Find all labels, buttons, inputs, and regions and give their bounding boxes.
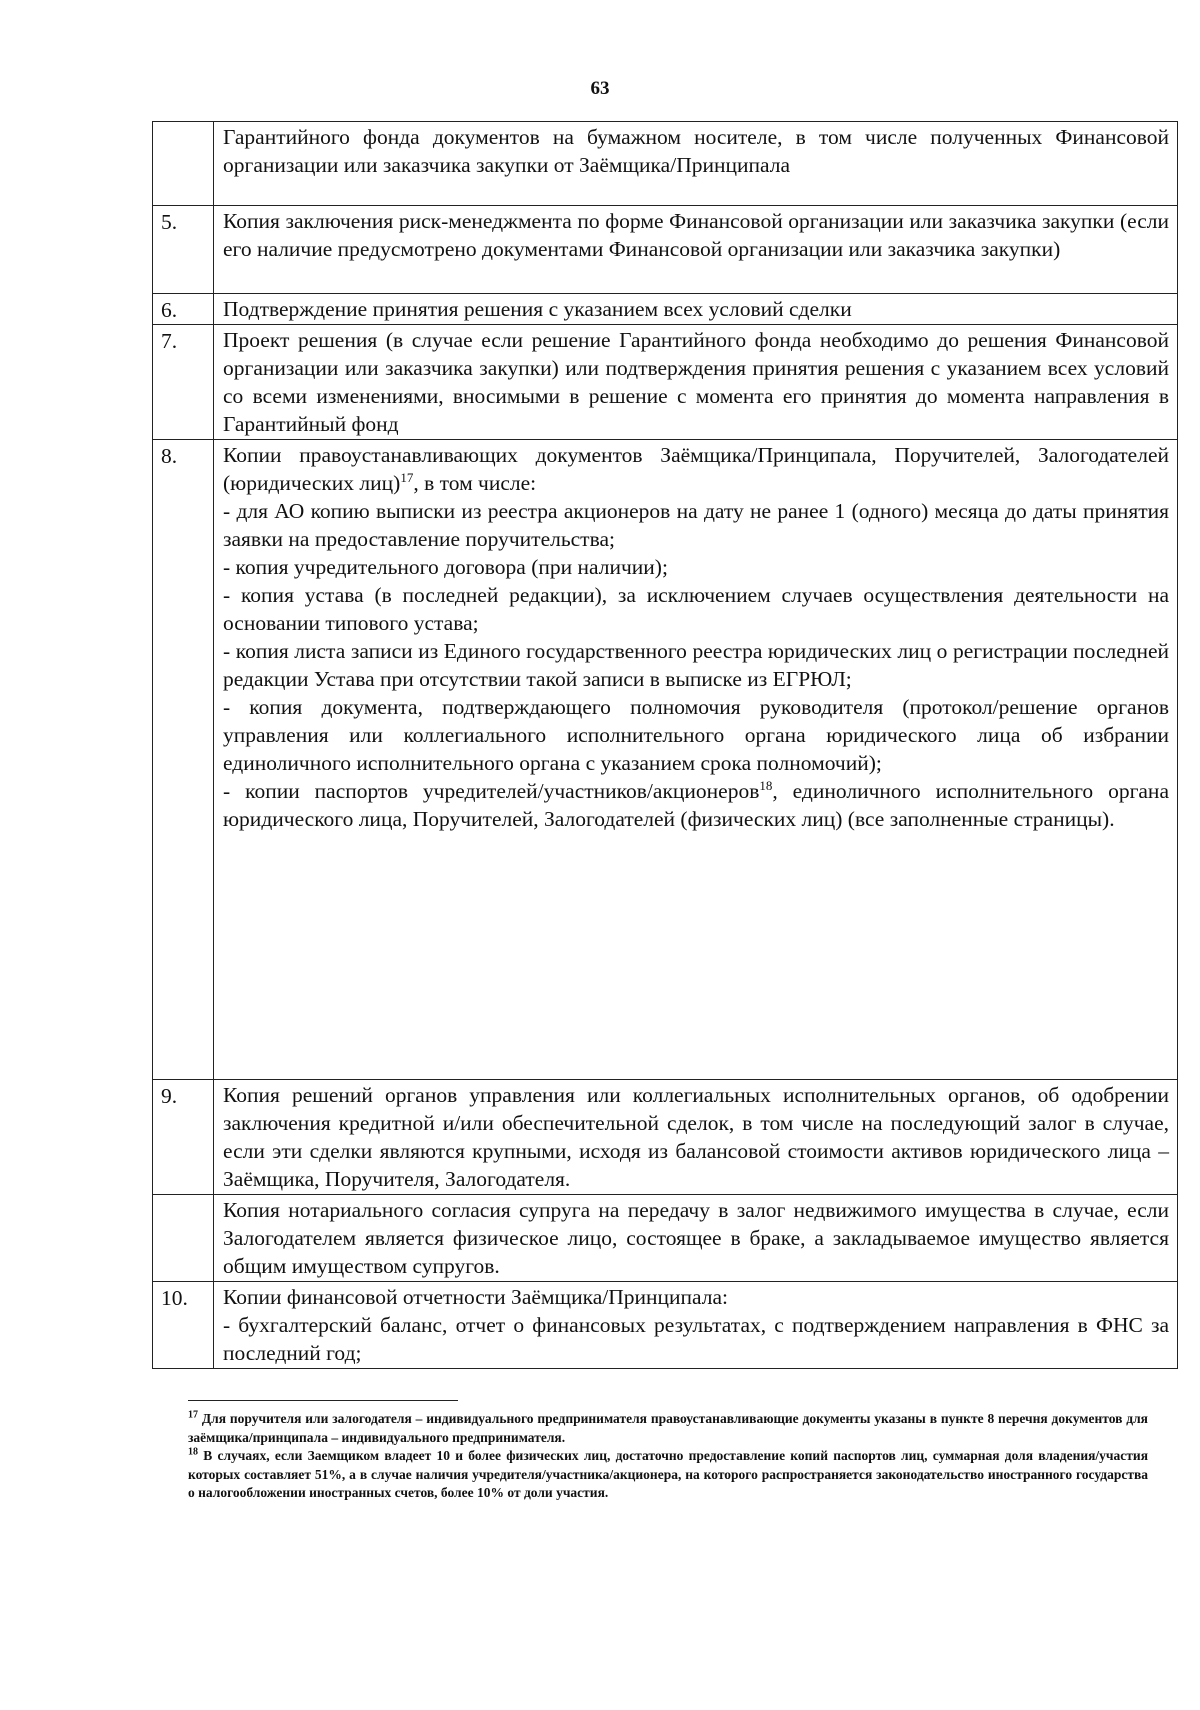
footnotes bbox=[188, 1400, 1148, 1503]
row-paragraph: Копия заключения риск-менеджмента по форме Финансовой организации или заказчика закупки (если его наличие предусмотрено документами Финансовой организации или заказчика закупки) bbox=[223, 209, 1169, 261]
table-row bbox=[153, 294, 1178, 325]
list-item: - копия учредительного договора (при наличии); bbox=[223, 555, 668, 579]
footnote-ref: 18 bbox=[759, 777, 773, 793]
row-number: 9. bbox=[153, 1080, 214, 1195]
list-item bbox=[223, 777, 1169, 833]
footnote-mark: 17 bbox=[188, 1409, 198, 1421]
footnote-ref: 17 bbox=[400, 469, 414, 485]
row-paragraph: Гарантийного фонда документов на бумажном носителе, в том числе полученных Финансовой организации или заказчика закупки от Заёмщика/Принципала bbox=[223, 125, 1169, 177]
row-number: 7. bbox=[153, 325, 214, 440]
list-item: - копия документа, подтверждающего полномочия руководителя (протокол/решение органов управления или коллегиального исполнительного органа юридического лица об избрании единоличного исполнительного органа с указанием срока полномочий); bbox=[223, 695, 1169, 775]
row-text bbox=[214, 1195, 1178, 1282]
row-number: 10. bbox=[153, 1282, 214, 1369]
footnote bbox=[188, 1410, 1148, 1447]
row-intro-tail: , в том числе: bbox=[413, 471, 537, 495]
row-text bbox=[214, 1282, 1178, 1369]
row-paragraph: Копии финансовой отчетности Заёмщика/Принципала: bbox=[223, 1285, 728, 1309]
table-row bbox=[153, 1195, 1178, 1282]
row-text bbox=[214, 440, 1178, 1080]
row-number bbox=[153, 1195, 214, 1282]
table-row bbox=[153, 1282, 1178, 1369]
row-number bbox=[153, 122, 214, 206]
list-item: - копия листа записи из Единого государственного реестра юридических лиц о регистрации последней редакции Устава при отсутствии такой записи в выписке из ЕГРЮЛ; bbox=[223, 639, 1169, 691]
table-row bbox=[153, 206, 1178, 294]
row-number: 5. bbox=[153, 206, 214, 294]
footnote-text: В случаях, если Заемщиком владеет 10 и более физических лиц, достаточно предоставление копий паспортов лиц, суммарная доля владения/участия которых составляет 51%, а в случае наличия учредителя/участника/акционера, на которого распространяется законодательство иностранного государства о налогообложении иностранных счетов, более 10% от доли участия. bbox=[188, 1448, 1148, 1500]
table-row bbox=[153, 1080, 1178, 1195]
row-paragraph: Копия нотариального согласия супруга на передачу в залог недвижимого имущества в случае, если Залогодателем является физическое лицо, состоящее в браке, а закладываемое имущество является общим имуществом супругов. bbox=[223, 1198, 1169, 1278]
footnote-separator bbox=[188, 1400, 458, 1401]
row-text bbox=[214, 1080, 1178, 1195]
footnote-mark: 18 bbox=[188, 1446, 198, 1458]
documents-table bbox=[152, 121, 1178, 1369]
list-item-text: - копии паспортов учредителей/участников/акционеров bbox=[223, 779, 760, 803]
list-item: - для АО копию выписки из реестра акционеров на дату не ранее 1 (одного) месяца до даты принятия заявки на предоставление поручительства; bbox=[223, 499, 1169, 551]
row-paragraph: - бухгалтерский баланс, отчет о финансовых результатах, с подтверждением направления в ФНС за последний год; bbox=[223, 1313, 1169, 1365]
row-text bbox=[214, 294, 1178, 325]
row-text bbox=[214, 122, 1178, 206]
row-paragraph: Копия решений органов управления или коллегиальных исполнительных органов, об одобрении заключения кредитной и/или обеспечительной сделок, в том числе на последующий залог в случае, если эти сделки являются крупными, исходя из балансовой стоимости активов юридического лица – Заёмщика, Поручителя, Залогодателя. bbox=[223, 1083, 1169, 1191]
list-item: - копия устава (в последней редакции), за исключением случаев осуществления деятельности на основании типового устава; bbox=[223, 583, 1169, 635]
footnote bbox=[188, 1447, 1148, 1503]
row-text bbox=[214, 325, 1178, 440]
row-paragraph: Проект решения (в случае если решение Гарантийного фонда необходимо до решения Финансовой организации или заказчика закупки) или подтверждения принятия решения с указанием всех условий со всеми изменениями, вносимыми в решение с момента его принятия до момента направления в Гарантийный фонд bbox=[223, 328, 1169, 436]
row-intro bbox=[223, 441, 1169, 497]
table-row bbox=[153, 325, 1178, 440]
page-number: 63 bbox=[590, 78, 610, 99]
row-text bbox=[214, 206, 1178, 294]
row-number: 8. bbox=[153, 440, 214, 1080]
row-paragraph: Подтверждение принятия решения с указанием всех условий сделки bbox=[223, 297, 852, 321]
table-row bbox=[153, 440, 1178, 1080]
row-intro-text: Копии правоустанавливающих документов Заёмщика/Принципала, Поручителей, Залогодателей (юридических лиц) bbox=[223, 443, 1169, 495]
row-number: 6. bbox=[153, 294, 214, 325]
list-item-tail: , единоличного исполнительного органа юридического лица, Поручителей, Залогодателей (физических лиц) (все заполненные страницы). bbox=[223, 779, 1169, 831]
footnote-text: Для поручителя или залогодателя – индивидуального предпринимателя правоустанавливающие документы указаны в пункте 8 перечня документов для заёмщика/принципала – индивидуального предпринимателя. bbox=[188, 1411, 1148, 1445]
table-row bbox=[153, 122, 1178, 206]
